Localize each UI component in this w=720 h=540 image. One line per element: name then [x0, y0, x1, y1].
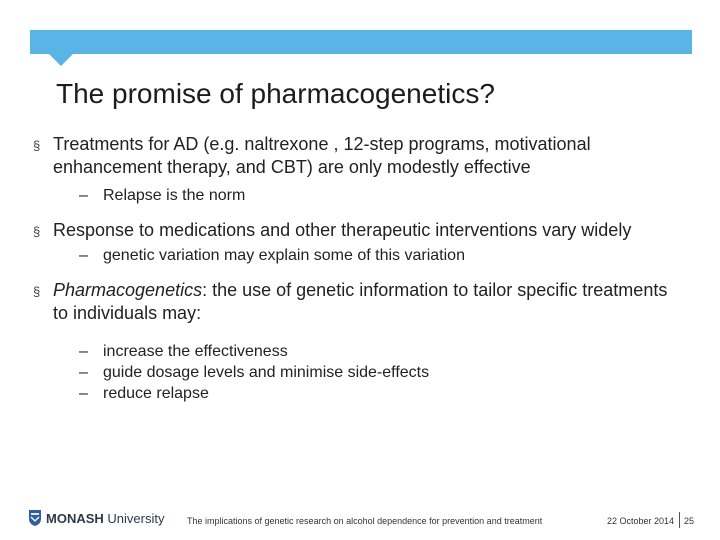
footer-date: 22 October 2014 — [607, 516, 675, 526]
sub-bullet-item — [33, 383, 683, 404]
sub-bullet-text: increase the effectiveness — [103, 343, 288, 360]
bullet-item — [33, 133, 683, 179]
sub-bullet-text: reduce relapse — [103, 385, 209, 402]
bullet-text: Response to medications and other therapeutic interventions vary widely — [53, 220, 632, 240]
bullet-text: : the use of genetic information to tailor specific treatments to individuals may: — [53, 280, 668, 323]
header-accent-notch — [49, 54, 73, 66]
bullet-marker: § — [33, 284, 41, 299]
bullet-marker: § — [33, 224, 41, 239]
shield-icon — [28, 509, 42, 527]
sub-bullet-marker: – — [79, 247, 88, 264]
sub-bullet-text: genetic variation may explain some of this variation — [103, 247, 465, 264]
header-accent-bar — [30, 30, 692, 54]
sub-bullet-item — [33, 185, 683, 206]
sub-bullet-item — [33, 341, 683, 362]
logo-wordmark-light: University — [103, 510, 165, 526]
slide-title: The promise of pharmacogenetics? — [56, 78, 495, 109]
university-logo — [28, 509, 164, 527]
bullet-emphasis: Pharmacogenetics — [53, 280, 203, 300]
sub-bullet-item — [33, 362, 683, 383]
sub-bullet-text: guide dosage levels and minimise side-effects — [103, 364, 430, 381]
logo-wordmark — [46, 511, 164, 526]
sub-bullet-marker: – — [79, 343, 88, 360]
bullet-text: Treatments for AD (e.g. naltrexone , 12-step programs, motivational enhancement therapy, and CBT) are only modestly effective — [53, 134, 591, 177]
sub-bullet-marker: – — [79, 187, 88, 204]
sub-bullet-item — [33, 245, 683, 266]
slide-body — [33, 133, 683, 404]
sub-bullet-marker: – — [79, 385, 88, 402]
page-number: 25 — [684, 516, 695, 526]
footer-divider — [679, 512, 680, 528]
slide-footer — [0, 506, 720, 534]
footer-caption: The implications of genetic research on alcohol dependence for prevention and treatment — [187, 516, 543, 526]
sub-bullet-marker: – — [79, 364, 88, 381]
sub-bullet-text: Relapse is the norm — [103, 187, 246, 204]
bullet-item — [33, 279, 683, 325]
bullet-item — [33, 219, 683, 242]
bullet-marker: § — [33, 138, 41, 153]
logo-wordmark-bold: MONASH — [46, 510, 104, 526]
